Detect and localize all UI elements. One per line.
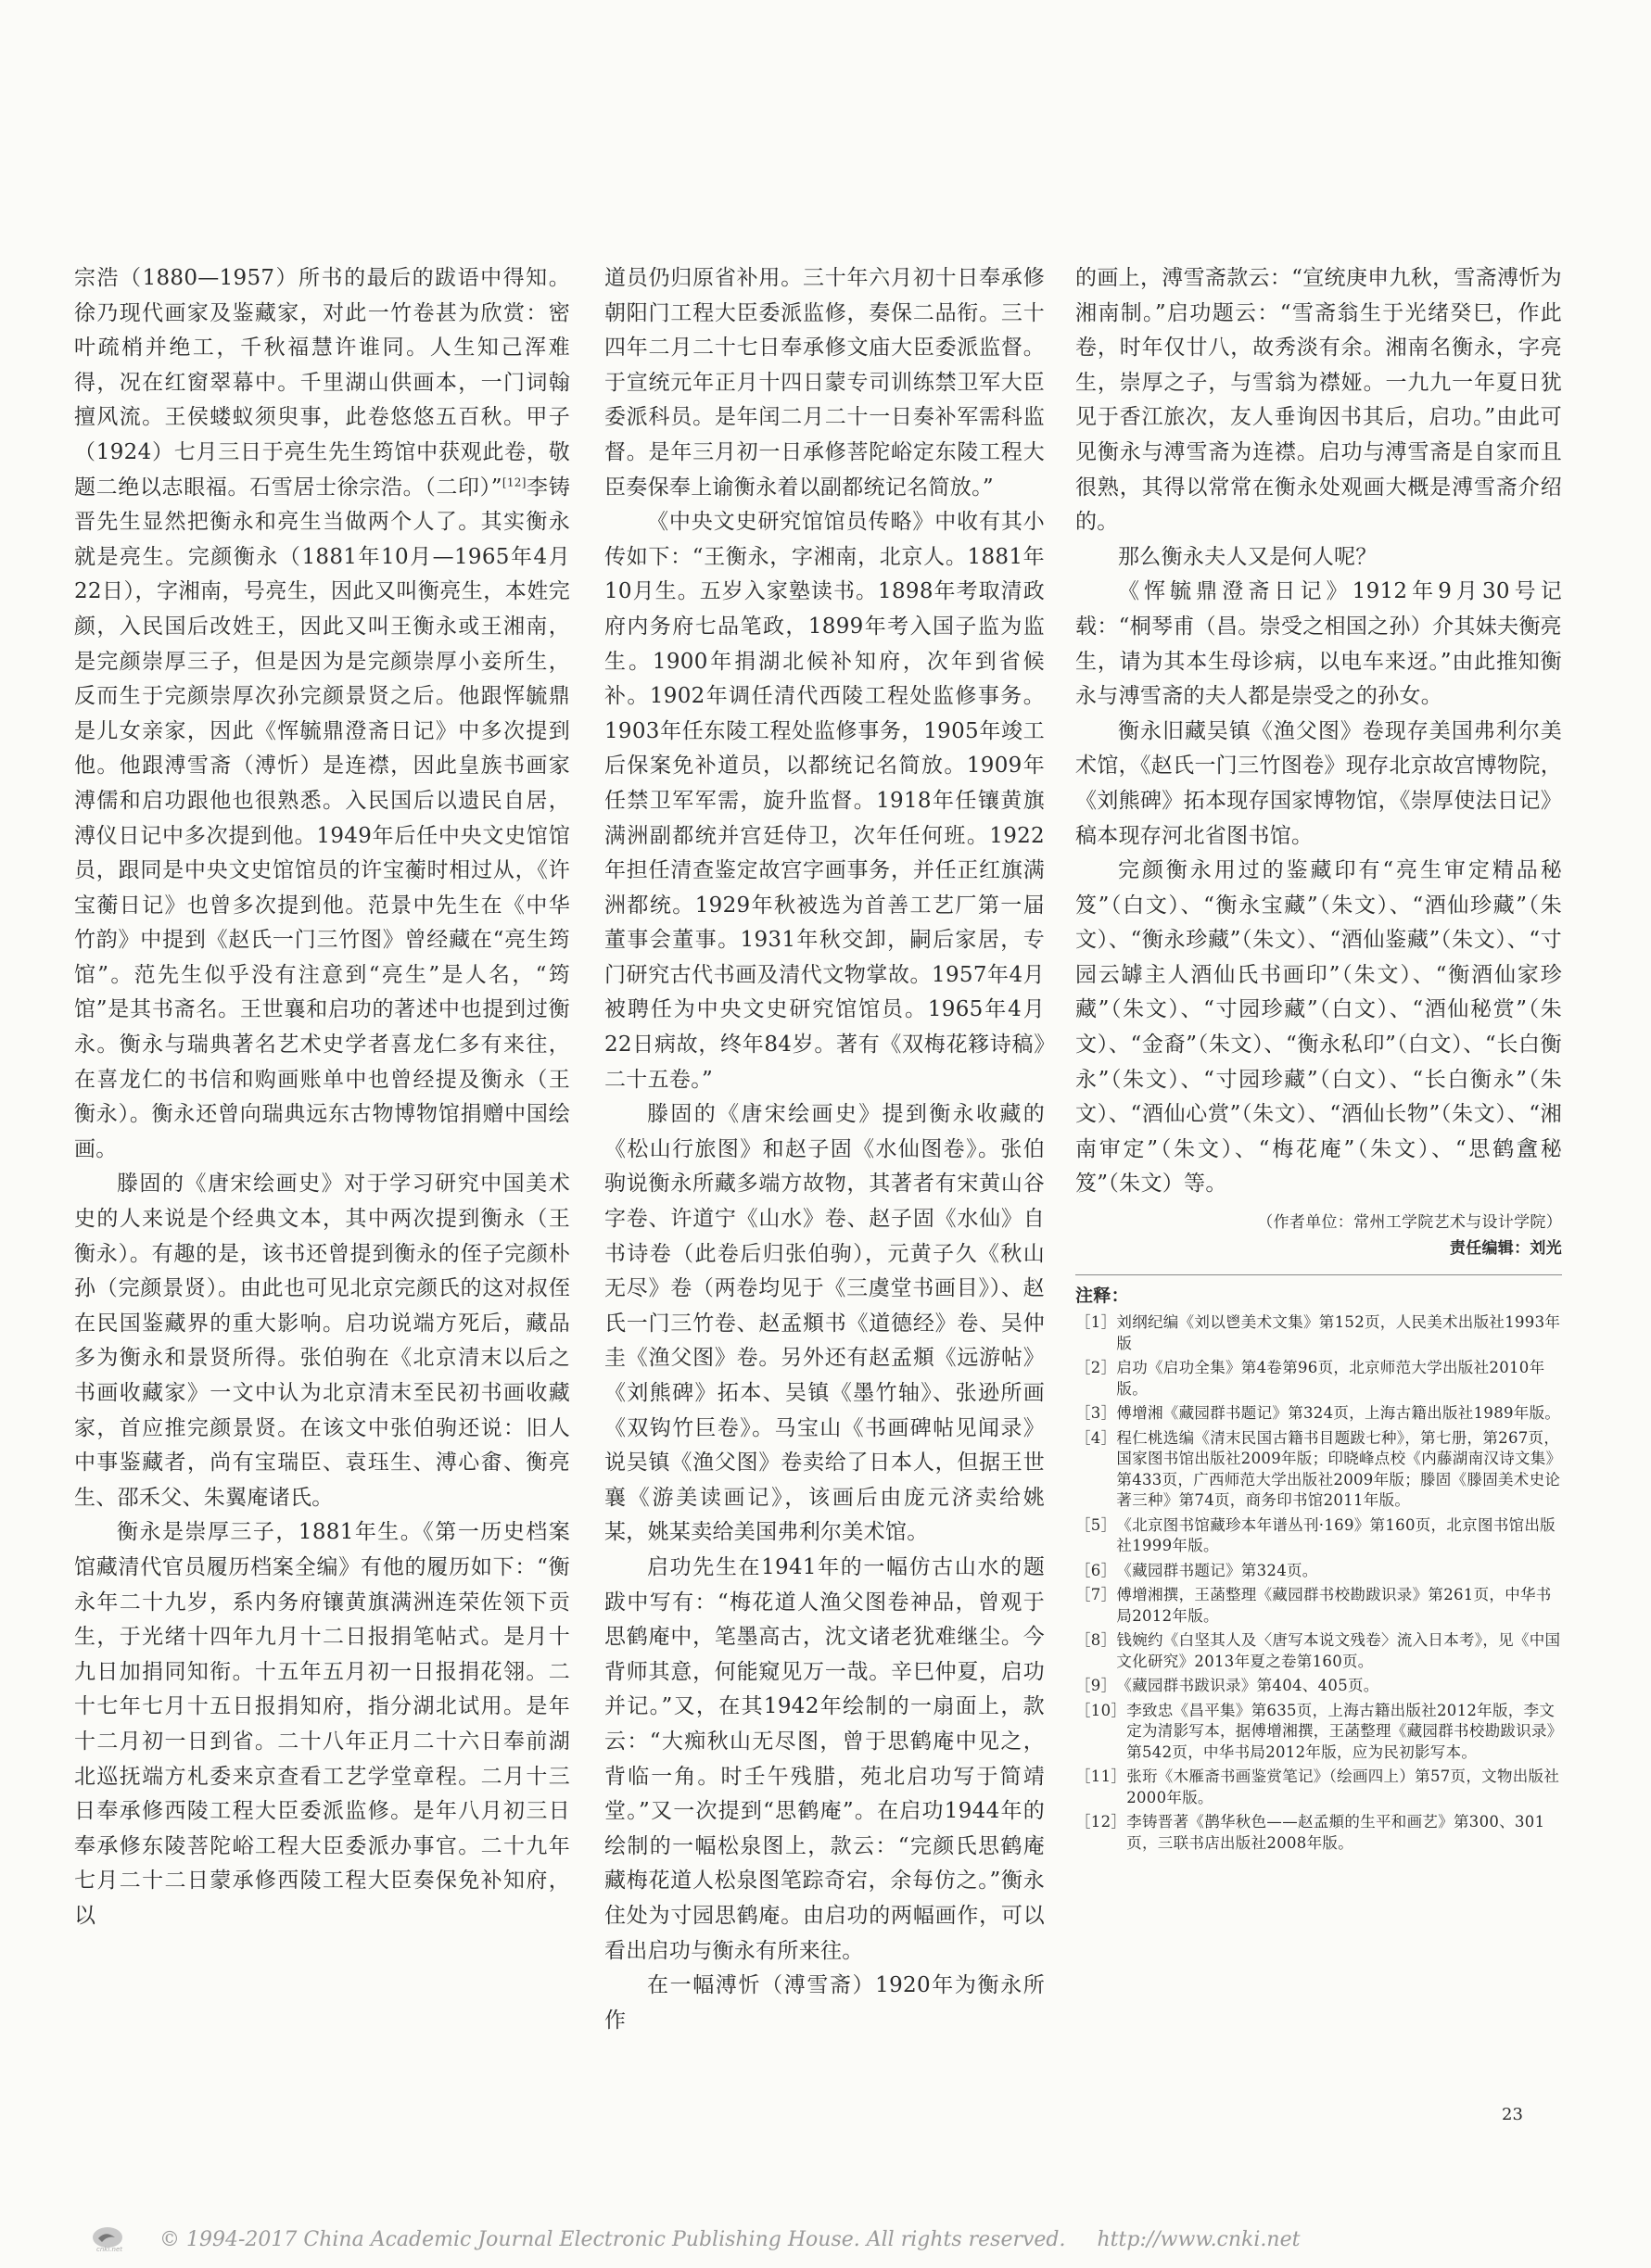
text-column-right bbox=[1075, 261, 1562, 1857]
note-item bbox=[1075, 1812, 1562, 1854]
note-number: ［1］ bbox=[1075, 1313, 1117, 1332]
note-text: 程仁桃选编《清末民国古籍书目题跋七种》，第七册，第267页，国家图书馆出版社2009年版；印晓峰点校《内藤湖南汉诗文集》第433页，广西师范大学出版社2009年版；滕固《滕固美术史论著三种》第74页，商务印书馆2011年版。 bbox=[1116, 1428, 1562, 1510]
notes-heading: 注释： bbox=[1075, 1274, 1562, 1309]
note-text: 张珩《木雁斋书画鉴赏笔记》（绘画四上）第57页，文物出版社2000年版。 bbox=[1126, 1768, 1560, 1806]
note-item bbox=[1075, 1630, 1562, 1672]
paragraph: 启功先生在1941年的一幅仿古山水的题跋中写有：“梅花道人渔父图卷神品，曾观于思鹤庵中，笔墨高古，沈文诸老犹难继尘。今背师其意，何能窥见万一哉。辛巳仲夏，启功并记。”又，在其1942年绘制的一扇面上，款云：“大痴秋山无尽图，曾于思鹤庵中见之，背临一角。时壬午残腊，苑北启功写于简靖堂。”又一次提到“思鹤庵”。在启功1944年的绘制的一幅松泉图上，款云：“完颜氏思鹤庵藏梅花道人松泉图笔踪奇宕，余每仿之。”衡永住处为寸园思鹤庵。由启功的两幅画作，可以看出启功与衡永有所来往。 bbox=[604, 1554, 1045, 1963]
note-number: ［9］ bbox=[1075, 1677, 1117, 1695]
paragraph: 在一幅溥忻（溥雪斋）1920年为衡永所作 bbox=[604, 1973, 1045, 2033]
note-text: 傅增湘撰，王菡整理《藏园群书校勘跋识录》第261页，中华书局2012年版。 bbox=[1116, 1586, 1552, 1625]
svg-text:cnki.net: cnki.net bbox=[96, 2246, 122, 2253]
note-item bbox=[1075, 1358, 1562, 1400]
note-number: ［10］ bbox=[1075, 1701, 1127, 1719]
note-text: 刘纲纪编《刘以鬯美术文集》第152页，人民美术出版社1993年版 bbox=[1116, 1313, 1561, 1352]
note-text: 《藏园群书题记》第324页。 bbox=[1116, 1561, 1318, 1579]
footer-link[interactable]: http://www.cnki.net bbox=[1097, 2227, 1301, 2251]
note-number: ［7］ bbox=[1075, 1586, 1117, 1604]
note-number: ［3］ bbox=[1075, 1404, 1117, 1423]
note-item bbox=[1075, 1403, 1562, 1425]
copyright-footer bbox=[89, 2223, 1572, 2256]
cnki-logo-icon bbox=[89, 2225, 146, 2253]
note-number: ［8］ bbox=[1075, 1631, 1117, 1650]
note-text: 傅增湘《藏园群书题记》第324页，上海古籍出版社1989年版。 bbox=[1116, 1404, 1561, 1423]
note-item bbox=[1075, 1701, 1562, 1764]
notes-list bbox=[1075, 1312, 1562, 1854]
note-number: ［2］ bbox=[1075, 1359, 1117, 1377]
text-column-middle bbox=[604, 261, 1045, 2038]
note-item bbox=[1075, 1312, 1562, 1354]
paragraph: 道员仍归原省补用。三十年六月初十日奉承修朝阳门工程大臣委派监修，奏保二品衔。三十四年二月二十七日奉承修文庙大臣委派监督。于宣统元年正月十四日蒙专司训练禁卫军大臣委派科员。是年闰二月二十一日奏补军需科监督。是年三月初一日承修菩陀峪定东陵工程大臣奏保奉上谕衡永着以副都统记名简放。” bbox=[604, 266, 1045, 500]
note-item bbox=[1075, 1767, 1562, 1808]
text-column-left bbox=[74, 261, 570, 1934]
paragraph: 衡永旧藏吴镇《渔父图》卷现存美国弗利尔美术馆，《赵氏一门三竹图卷》现存北京故宫博物院，《刘熊碑》拓本现存国家博物馆，《崇厚使法日记》稿本现存河北省图书馆。 bbox=[1075, 718, 1562, 848]
note-number: ［11］ bbox=[1075, 1768, 1127, 1786]
paragraph: 《中央文史研究馆馆员传略》中收有其小传如下：“王衡永，字湘南，北京人。1881年10月生。五岁入家塾读书。1898年考取清政府内务府七品笔政，1899年考入国子监为监生。1900年捐湖北候补知府，次年到省候补。1902年调任清代西陵工程处监修事务。1903年任东陵工程处监修事务，1905年竣工后保案免补道员，以都统记名简放。1909年任禁卫军军需，旋升监督。1918年任镶黄旗满洲副都统并宫廷侍卫，次年任何班。1922年担任清查鉴定故宫字画事务，并任正红旗满洲都统。1929年秋被选为首善工艺厂第一届董事会董事。1931年秋交卸，嗣后家居，专门研究古代书画及清代文物掌故。1957年4月被聘任为中央文史研究馆馆员。1965年4月22日病故，终年84岁。著有《双梅花簃诗稿》二十五卷。” bbox=[604, 510, 1045, 1092]
note-text: 李铸晋著《鹊华秋色——赵孟頫的生平和画艺》第300、301页，三联书店出版社2008年版。 bbox=[1126, 1813, 1545, 1852]
copyright-text: © 1994-2017 China Academic Journal Electronic Publishing House. All rights reserved. bbox=[159, 2227, 1066, 2251]
note-item bbox=[1075, 1428, 1562, 1512]
note-number: ［12］ bbox=[1075, 1813, 1127, 1831]
note-number: ［4］ bbox=[1075, 1428, 1117, 1447]
paragraph: 滕固的《唐宋绘画史》对于学习研究中国美术史的人来说是个经典文本，其中两次提到衡永（王衡永）。有趣的是，该书还曾提到衡永的侄子完颜朴孙（完颜景贤）。由此也可见北京完颜氏的这对叔侄在民国鉴藏界的重大影响。启功说端方死后，藏品多为衡永和景贤所得。张伯驹在《北京清末以后之书画收藏家》一文中认为北京清末至民初书画收藏家，首应推完颜景贤。在该文中张伯驹还说：旧人中事鉴藏者，尚有宝瑞臣、袁珏生、溥心畬、衡亮生、邵禾父、朱翼庵诸氏。 bbox=[74, 1172, 570, 1510]
note-item bbox=[1075, 1561, 1562, 1582]
paragraph: 宗浩（1880—1957）所书的最后的跋语中得知。徐乃现代画家及鉴藏家，对此一竹卷甚为欣赏：密叶疏梢并绝工，千秋福慧许谁同。人生知己浑难得，况在红窗翠幕中。千里湖山供画本，一门词翰擅风流。王侯蝼蚁须臾事，此卷悠悠五百秋。甲子（1924）七月三日于亮生先生筠馆中获观此卷，敬题二绝以志眼福。石雪居士徐宗浩。（二印）”[12]李铸晋先生显然把衡永和亮生当做两个人了。其实衡永就是亮生。完颜衡永（1881年10月—1965年4月22日），字湘南，号亮生，因此又叫衡亮生，本姓完颜，入民国后改姓王，因此又叫王衡永或王湘南，是完颜崇厚三子，但是因为是完颜崇厚小妾所生，反而生于完颜崇厚次孙完颜景贤之后。他跟恽毓鼎是儿女亲家，因此《恽毓鼎澄斋日记》中多次提到他。他跟溥雪斋（溥忻）是连襟，因此皇族书画家溥儒和启功跟他也很熟悉。入民国后以遗民自居，溥仪日记中多次提到他。1949年后任中央文史馆馆员，跟同是中央文史馆馆员的许宝蘅时相过从，《许宝蘅日记》也曾多次提到他。范景中先生在《中华竹韵》中提到《赵氏一门三竹图》曾经藏在“亮生筠馆”。范先生似乎没有注意到“亮生”是人名，“筠馆”是其书斋名。王世襄和启功的著述中也提到过衡永。衡永与瑞典著名艺术史学者喜龙仁多有来往，在喜龙仁的书信和购画账单中也曾经提及衡永（王衡永）。衡永还曾向瑞典远东古物博物馆捐赠中国绘画。 bbox=[74, 266, 570, 1161]
paragraph: 衡永是崇厚三子，1881年生。《第一历史档案馆藏清代官员履历档案全编》有他的履历如下：“衡永年二十九岁，系内务府镶黄旗满洲连荣佐领下贡生，于光绪十四年九月十二日报捐笔帖式。是月十九日加捐同知衔。十五年五月初一日报捐花翎。二十七年七月十五日报捐知府，指分湖北试用。是年十二月初一日到省。二十八年正月二十六日奉前湖北巡抚端方札委来京查看工艺学堂章程。二月十三日奉承修西陵工程大臣委派监修。是年八月初三日奉承修东陵菩陀峪工程大臣委派办事官。二十九年七月二十二日蒙承修西陵工程大臣奏保免补知府，以 bbox=[74, 1520, 570, 1928]
note-text: 启功《启功全集》第4卷第96页，北京师范大学出版社2010年版。 bbox=[1116, 1359, 1545, 1398]
note-text: 李致忠《昌平集》第635页，上海古籍出版社2012年版，李文定为清影写本，据傅增湘撰，王菡整理《藏园群书校勘跋识录》第542页，中华书局2012年版，应为民初影写本。 bbox=[1126, 1701, 1556, 1761]
note-item bbox=[1075, 1676, 1562, 1697]
note-item bbox=[1075, 1515, 1562, 1557]
note-text: 钱婉约《白坚其人及〈唐写本说文残卷〉流入日本考》，见《中国文化研究》2013年夏之卷第160页。 bbox=[1116, 1631, 1561, 1670]
paragraph: 滕固的《唐宋绘画史》提到衡永收藏的《松山行旅图》和赵子固《水仙图卷》。张伯驹说衡永所藏多端方故物，其著者有宋黄山谷字卷、许道宁《山水》卷、赵子固《水仙》自书诗卷（此卷后归张伯驹），元黄子久《秋山无尽》卷（两卷均见于《三虞堂书画目》）、赵氏一门三竹卷、赵孟頫书《道德经》卷、吴仲圭《渔父图》卷。另外还有赵孟頫《远游帖》《刘熊碑》拓本、吴镇《墨竹轴》、张逊所画《双钩竹巨卷》。马宝山《书画碑帖见闻录》说吴镇《渔父图》卷卖给了日本人，但据王世襄《游美读画记》，该画后由庞元济卖给姚某，姚某卖给美国弗利尔美术馆。 bbox=[604, 1102, 1045, 1545]
note-text: 《北京图书馆藏珍本年谱丛刊·169》第160页，北京图书馆出版社1999年版。 bbox=[1116, 1515, 1556, 1555]
page-number: 23 bbox=[1502, 2105, 1523, 2124]
note-number: ［5］ bbox=[1075, 1515, 1117, 1534]
paragraph: 完颜衡永用过的鉴藏印有“亮生审定精品秘笈”（白文）、“衡永宝藏”（朱文）、“酒仙珍藏”（朱文）、“衡永珍藏”（朱文）、“酒仙鉴藏”（朱文）、“寸园云罅主人酒仙氏书画印”（朱文）、“衡酒仙家珍藏”（朱文）、“寸园珍藏”（白文）、“酒仙秘赏”（朱文）、“金裔”（朱文）、“衡永私印”（白文）、“长白衡永”（朱文）、“寸园珍藏”（白文）、“长白衡永”（朱文）、“酒仙心赏”（朱文）、“酒仙长物”（朱文）、“湘南审定”（朱文）、“梅花庵”（朱文）、“思鹤盦秘笈”（朱文）等。 bbox=[1075, 858, 1562, 1197]
note-text: 《藏园群书跋识录》第404、405页。 bbox=[1116, 1677, 1379, 1695]
paragraph: 《恽毓鼎澄斋日记》1912年9月30号记载：“桐琴甫（昌。崇受之相国之孙）介其妹夫衡亮生，请为其本生母诊病，以电车来迓。”由此推知衡永与溥雪斋的夫人都是崇受之的孙女。 bbox=[1075, 579, 1562, 709]
responsible-editor: 责任编辑：刘光 bbox=[1449, 1239, 1562, 1259]
note-number: ［6］ bbox=[1075, 1561, 1117, 1579]
reference-mark: [12] bbox=[502, 475, 527, 488]
paragraph: 的画上，溥雪斋款云：“宣统庚申九秋，雪斋溥忻为湘南制。”启功题云：“雪斋翁生于光绪癸巳，作此卷，时年仅廿八，故秀淡有余。湘南名衡永，字亮生，崇厚之子，与雪翁为襟娅。一九九一年夏日犹见于香江旅次，友人垂询因书其后，启功。”由此可见衡永与溥雪斋为连襟。启功与溥雪斋是自家而且很熟，其得以常常在衡永处观画大概是溥雪斋介绍的。 bbox=[1075, 266, 1562, 535]
paragraph: 那么衡永夫人又是何人呢？ bbox=[1118, 544, 1378, 569]
author-affiliation: （作者单位：常州工学院艺术与设计学院） bbox=[1257, 1213, 1562, 1233]
note-item bbox=[1075, 1585, 1562, 1627]
